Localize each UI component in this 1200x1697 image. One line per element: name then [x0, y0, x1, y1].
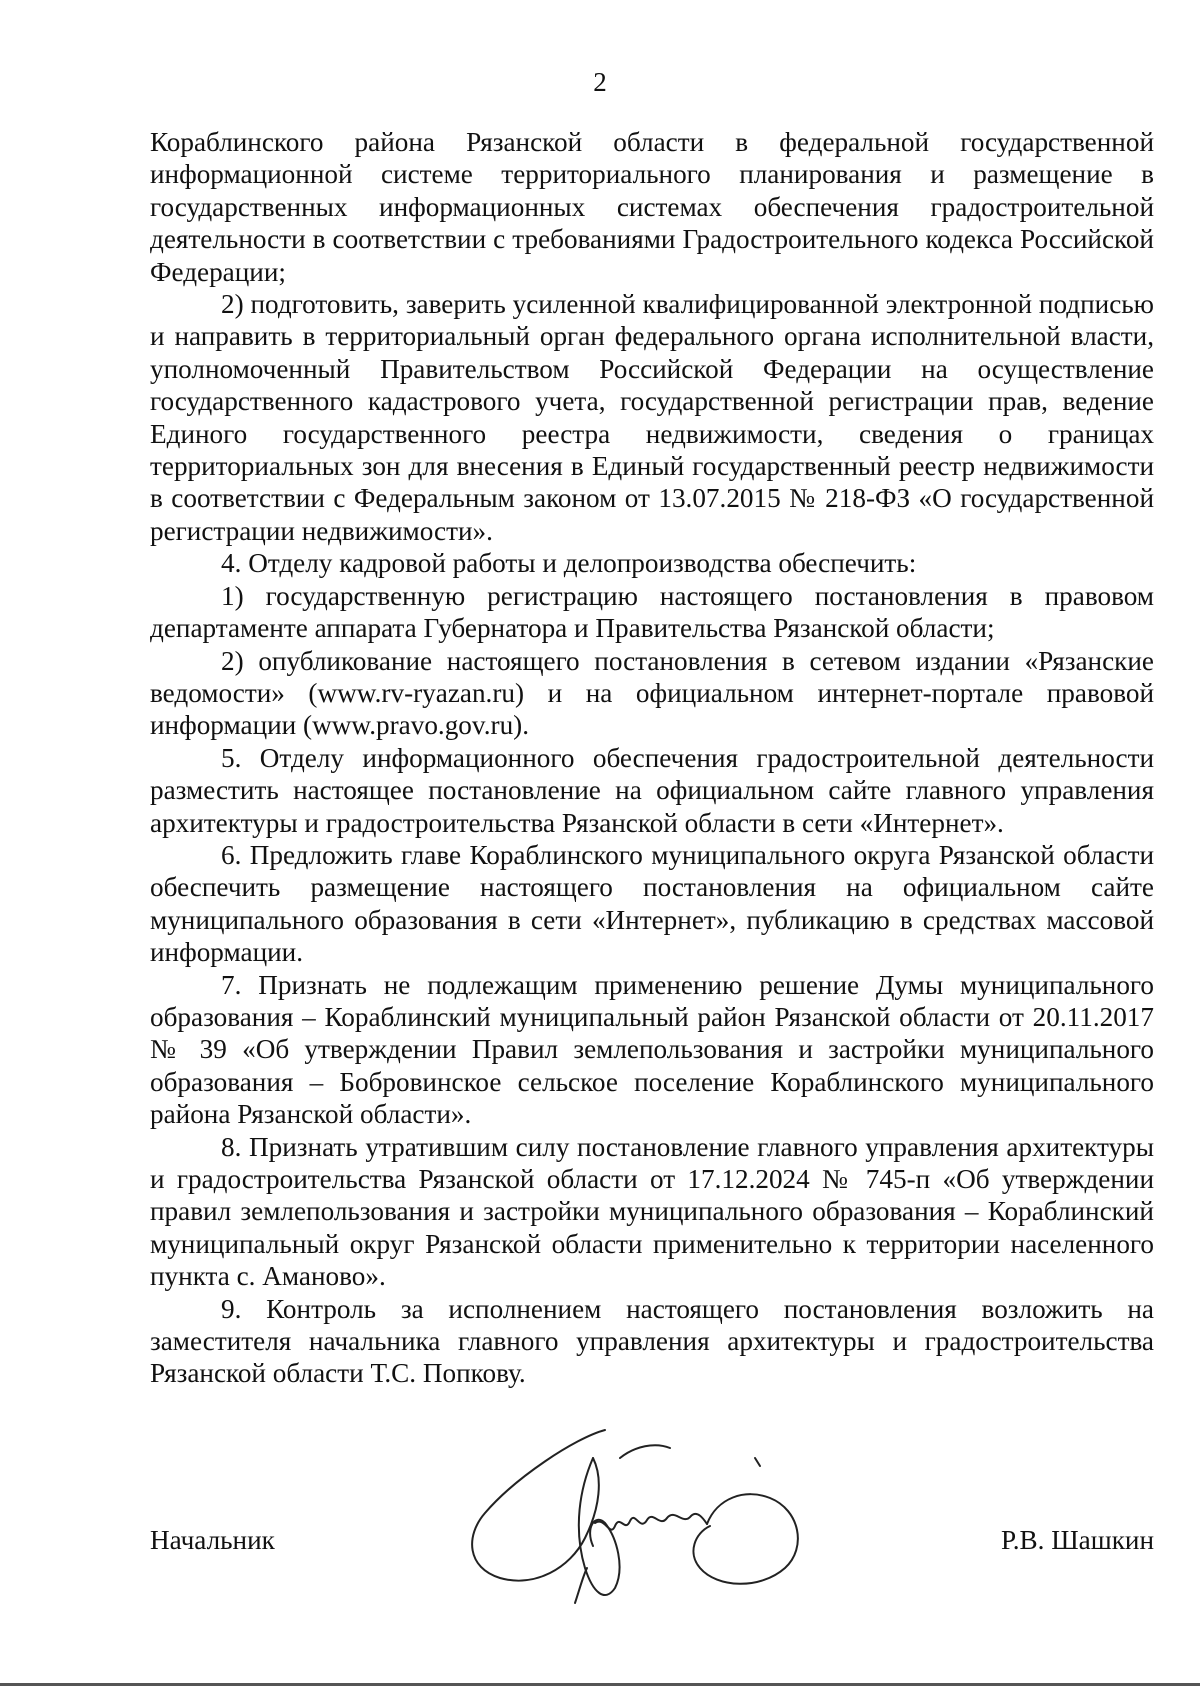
paragraph-item-8: 8. Признать утратившим силу постановление главного управления архитектуры и градостроительства Рязанской области от 17.12.2024 № 745-п «Об утверждении правил землепользования и застройки муниципального образования – Кораблинский муниципальный округ Рязанской области применительно к территории населенного пункта с. Аманово».: [150, 1131, 1154, 1292]
paragraph-item-4: 4. Отделу кадровой работы и делопроизводства обеспечить:: [221, 548, 917, 579]
paragraph-item-3-2: 2) подготовить, заверить усиленной квалифицированной электронной подписью и направить в территориальный орган федерального органа исполнительной власти, уполномоченный Правительством Российской Федерации на осуществление государственного кадастрового учета, государственной регистрации прав, ведение Единого государственного реестра недвижимости, сведения о границах территориальных зон для внесения в Единый государственный реестр недвижимости в соответствии с Федеральным законом от 13.07.2015 № 218-ФЗ «О государственной регистрации недвижимости».: [150, 289, 1154, 546]
signatory-name: Р.В. Шашкин: [1001, 1525, 1154, 1555]
handwritten-signature: [455, 1418, 855, 1628]
paragraph-item-7: 7. Признать не подлежащим применению решение Думы муниципального образования – Кораблинский муниципальный район Рязанской области от 20.11.2017 № 39 «Об утверждении Правил землепользования и застройки муниципального образования – Бобровинское сельское поселение Кораблинского муниципального района Рязанской области».: [150, 969, 1154, 1130]
paragraph-item-4-1: 1) государственную регистрацию настоящего постановления в правовом департаменте аппарата Губернатора и Правительства Рязанской области;: [150, 580, 1154, 644]
paragraph-item-9: 9. Контроль за исполнением настоящего постановления возложить на заместителя начальника главного управления архитектуры и градостроительства Рязанской области Т.С. Попкову.: [150, 1293, 1154, 1389]
signature-block: [150, 1524, 1154, 1564]
paragraph-continuation: Кораблинского района Рязанской области в федеральной государственной информационной системе территориального планирования и размещение в государственных информационных системах обеспечения градостроительной деятельности в соответствии с требованиями Градостроительного кодекса Российской Федерации;: [150, 127, 1154, 287]
document-body: [150, 126, 1154, 1390]
paragraph-item-4-2: 2) опубликование настоящего постановления в сетевом издании «Рязанские ведомости» (www.rv-ryazan.ru) и на официальном интернет-портале правовой информации (www.pravo.gov.ru).: [150, 645, 1154, 741]
page-bottom-rule: [0, 1683, 1200, 1686]
signatory-title: Начальник: [150, 1525, 275, 1555]
page-number: 2: [593, 67, 607, 97]
paragraph-item-5: 5. Отделу информационного обеспечения градостроительной деятельности разместить настоящее постановление на официальном сайте главного управления архитектуры и градостроительства Рязанской области в сети «Интернет».: [150, 742, 1154, 838]
paragraph-item-6: 6. Предложить главе Кораблинского муниципального округа Рязанской области обеспечить размещение настоящего постановления на официальном сайте муниципального образования в сети «Интернет», публикацию в средствах массовой информации.: [150, 839, 1154, 968]
